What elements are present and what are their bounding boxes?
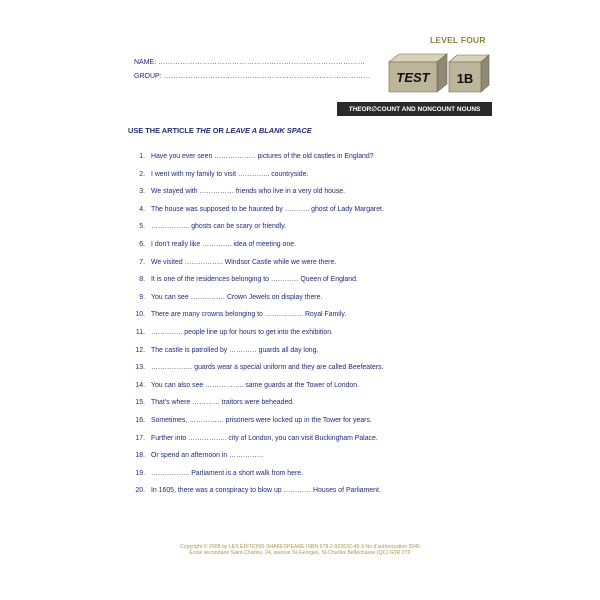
question-text: That's where ………… traitors were beheaded. — [151, 399, 295, 407]
question-number: 19. — [135, 469, 145, 477]
question-item — [128, 311, 384, 329]
question-number: 4. — [139, 205, 145, 213]
question-number: 11. — [135, 328, 145, 336]
question-number: 20. — [135, 487, 145, 495]
question-item — [128, 417, 384, 435]
banner-topic: COUNT AND NONCOUNT NOUNS — [376, 105, 481, 113]
question-text: It is one of the residences belonging to ………… Queen of England. — [151, 276, 358, 284]
question-number: 1. — [139, 153, 145, 160]
footer-copyright: Copyright © 2008 by LES ÉDITIONS SHAKESPEARE ISBN 978-2-922632-45-3 No d'authorization 3045 — [179, 544, 421, 550]
code-block-icon — [449, 55, 489, 92]
question-text: There are many crowns belonging to …………….. Royal Family. — [151, 311, 347, 319]
question-number: 2. — [139, 170, 145, 178]
test-block-icon — [389, 54, 447, 92]
question-item — [128, 153, 384, 171]
question-text: ………….. people line up for hours to get into the exhibition. — [151, 328, 333, 336]
question-text: Further into …………….. city of London, you can visit Buckingham Palace. — [151, 434, 378, 442]
question-text: You can see …………… Crown Jewels on display there. — [151, 293, 323, 301]
question-number: 16. — [135, 416, 145, 424]
name-label: NAME: — [134, 59, 157, 66]
question-item — [128, 276, 384, 294]
group-label: GROUP: — [134, 73, 162, 80]
question-item — [128, 452, 384, 470]
question-number: 5. — [139, 223, 145, 231]
question-text: I went with my family to visit ………….. countryside. — [151, 170, 309, 178]
logo-test-text: TEST — [396, 70, 430, 85]
question-item — [128, 347, 384, 365]
question-item — [128, 241, 384, 259]
question-text: …………….. ghosts can be scary or friendly. — [151, 223, 287, 231]
question-item — [128, 364, 384, 382]
banner-the: THE — [348, 105, 362, 113]
question-item — [128, 206, 384, 224]
question-number: 3. — [139, 188, 145, 196]
name-field[interactable] — [134, 59, 365, 66]
logo-code-text: 1B — [456, 71, 474, 86]
question-item — [128, 188, 384, 206]
question-number: 15. — [135, 399, 145, 407]
question-text: Sometimes, …………… prisoners were locked up in the Tower for years. — [151, 416, 372, 424]
question-number: 18. — [135, 452, 145, 460]
question-text: I don't really like …………. idea of meeting one. — [151, 240, 296, 248]
group-line[interactable]: ………………………………………………………………………… — [163, 73, 371, 80]
question-text: You can also see …………….. same guards at the Tower of London. — [151, 381, 359, 389]
question-number: 17. — [135, 434, 145, 442]
question-text: Or spend an afternoon in …………… — [151, 452, 264, 460]
question-text: The castle is patrolled by ………… guards all day long. — [151, 346, 319, 354]
question-item — [128, 171, 384, 189]
question-number: 14. — [135, 381, 145, 389]
question-text: In 1605, there was a conspiracy to blow up ………… Houses of Parliament. — [151, 487, 381, 495]
question-number: 13. — [135, 364, 145, 372]
banner-empty-symbol: ∅ — [371, 106, 377, 113]
question-item — [128, 223, 384, 241]
question-number: 6. — [139, 240, 145, 248]
instruction-blank: LEAVE A BLANK SPACE — [225, 126, 312, 135]
instruction-the: THE — [195, 126, 211, 135]
group-field[interactable] — [134, 73, 371, 80]
topic-banner — [337, 102, 492, 116]
test-logo — [385, 48, 495, 96]
question-item — [128, 470, 384, 488]
question-item — [128, 487, 384, 505]
question-item — [128, 294, 384, 312]
question-number: 9. — [139, 293, 145, 301]
footer-address: École secondaire Saint-Charles, 24, avenue St-Georges, St-Charles Bellechasse (QC) G0R 2T0 — [189, 550, 411, 556]
question-item — [128, 329, 384, 347]
question-number: 12. — [135, 346, 145, 354]
question-number: 10. — [135, 311, 145, 319]
question-text: …………….. Parliament is a short walk from here. — [151, 469, 304, 477]
level-label: LEVEL FOUR — [430, 35, 486, 45]
instruction-pre: USE THE ARTICLE — [128, 126, 196, 135]
question-item — [128, 435, 384, 453]
instruction — [128, 126, 312, 135]
question-list — [128, 153, 384, 505]
question-item — [128, 399, 384, 417]
instruction-or: OR — [210, 126, 226, 135]
question-text: ……………… guards wear a special uniform and they are called Beefeaters. — [151, 364, 384, 372]
question-text: The house was supposed to be haunted by ……….. ghost of Lady Margaret. — [151, 205, 384, 213]
name-line[interactable]: ………………………………………………………………………… — [158, 59, 366, 66]
question-text: Have you ever seen ……………… pictures of the old castles in England? — [151, 153, 374, 160]
banner-or: OR — [361, 105, 372, 113]
question-text: We stayed with …………… friends who live in a very old house. — [151, 188, 346, 196]
question-number: 8. — [139, 276, 145, 284]
question-item — [128, 382, 384, 400]
question-number: 7. — [139, 258, 145, 266]
question-item — [128, 259, 384, 277]
question-text: We visited …………….. Windsor Castle while we were there. — [151, 258, 337, 266]
